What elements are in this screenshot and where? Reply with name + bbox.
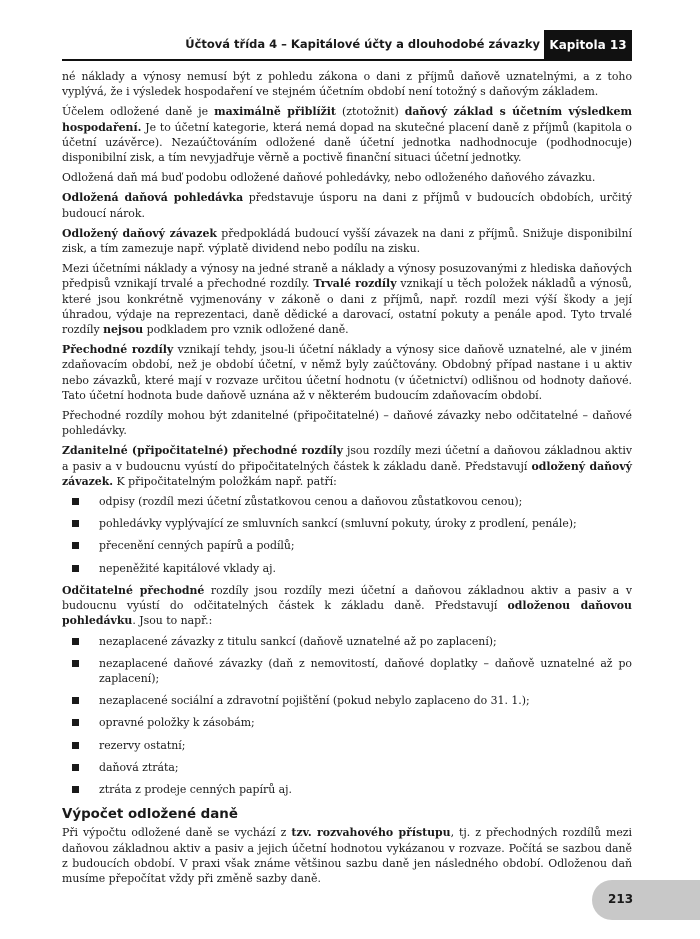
square-bullet-icon [72,697,79,704]
page-body [62,69,632,891]
list-item: nepeněžité kapitálové vklady aj. [62,561,632,576]
term: Přechodné rozdíly [62,343,174,357]
bullet-list-additions [62,494,632,576]
list-item: opravné položky k zásobám; [62,715,632,730]
list-item: ztráta z prodeje cenných papírů aj. [62,782,632,797]
list-item: pohledávky vyplývající ze smluvních sankcí (smluvní pokuty, úroky z prodlení, penále); [62,516,632,531]
paragraph: Účelem odložené daně je maximálně přiblížit (ztotožnit) daňový základ s účetním výsledkem hospodaření. Je to účetní kategorie, která nemá dopad na skutečné placení daně z příjmů (kapitola o účetní uzávěrce). Nezaúčtováním odložené daně účetní jednotka nadhodnocuje (podhodnocuje) disponibilní zisk, a tím nevyjadřuje věrně a poctivě finanční situaci účetní jednotky. [62,105,632,165]
paragraph: Odložená daňová pohledávka představuje úsporu na dani z příjmů v budoucích obdobích, určitý budoucí nárok. [62,191,632,220]
square-bullet-icon [72,719,79,726]
paragraph: Mezi účetními náklady a výnosy na jedné straně a náklady a výnosy posuzovanými z hlediska daňových předpisů vznikají trvalé a přechodné rozdíly. Trvalé rozdíly vznikají u těch položek nákladů a výnosů, které jsou konkrétně vyjmenovány v zákoně o dani z příjmů, např. rozdíl mezi výší škody a její úhradou, výdaje na reprezentaci, daně dědické a darovací, ostatní pokuty a penále apod. Tyto trvalé rozdíly nejsou podkladem pro vznik odložené daně. [62,262,632,337]
bullet-list-deductions [62,634,632,798]
square-bullet-icon [72,542,79,549]
square-bullet-icon [72,764,79,771]
running-header: Účtová třída 4 – Kapitálové účty a dlouhodobé závazky [185,37,540,51]
chapter-badge: Kapitola 13 [544,30,632,60]
paragraph: Přechodné rozdíly vznikají tehdy, jsou-li účetní náklady a výnosy sice daňově uznatelné, ale v jiném zdaňovacím období, než je období účetní, v němž byly zaúčtovány. Obdobný případ nastane i u aktiv nebo závazků, které mají v rozvaze určitou účetní hodnotu (v účetnictví) odlišnou od hodnoty daňové. Tato účetní hodnota bude daňově uznána až v některém budoucím zdaňovacím období. [62,343,632,402]
section-heading: Výpočet odložené daně [62,807,238,823]
paragraph: Odložený daňový závazek předpokládá budoucí vyšší závazek na dani z příjmů. Snižuje disponibilní zisk, a tím zamezuje např. výplatě dividend nebo podílu na zisku. [62,226,632,256]
term: Odčitatelné přechodné [62,583,205,597]
paragraph: Při výpočtu odložené daně se vychází z tzv. rozvahového přístupu, tj. z přechodných rozdílů mezi daňovou základnou aktiv a pasiv a jejich účetní hodnotou vykázanou v rozvaze. Počítá se sazbou daně z budoucích období. V praxi však známe většinou sazbu daně jen následného období. Odloženou daň musíme přepočítat vždy při změně sazby daně. [62,826,632,885]
square-bullet-icon [72,660,79,667]
term: Zdanitelné (připočitatelné) přechodné rozdíly [62,444,343,458]
square-bullet-icon [72,638,79,645]
paragraph: Přechodné rozdíly mohou být zdanitelné (připočitatelné) – daňové závazky nebo odčitatelné – daňové pohledávky. [62,409,632,438]
list-item: daňová ztráta; [62,760,632,775]
header-rule [62,59,632,61]
paragraph: né náklady a výnosy nemusí být z pohledu zákona o dani z příjmů daňově uznatelnými, a z toho vyplývá, že i výsledek hospodaření ve stejném účetním období není totožný s daňovým základem. [62,70,632,99]
page-number: 213 [608,892,634,906]
square-bullet-icon [72,742,79,749]
term: Odložený daňový závazek [62,226,217,240]
list-item: rezervy ostatní; [62,738,632,753]
square-bullet-icon [72,498,79,505]
square-bullet-icon [72,786,79,793]
list-item: nezaplacené sociální a zdravotní pojištění (pokud nebylo zaplaceno do 31. 1.); [62,693,632,708]
term: Odložená daňová pohledávka [62,191,244,205]
list-item: nezaplacené daňové závazky (daň z nemovitostí, daňové doplatky – daňově uznatelné až po zaplacení); [62,656,632,686]
paragraph: Zdanitelné (připočitatelné) přechodné rozdíly jsou rozdíly mezi účetní a daňovou základnou aktiv a pasiv a v budoucnu vyústí do připočitatelných částek k základu daně. Představují odložený daňový závazek. K připočitatelným položkám např. patří: [62,444,633,488]
paragraph: Odložená daň má buď podobu odložené daňové pohledávky, nebo odloženého daňového závazku. [62,171,596,185]
list-item: odpisy (rozdíl mezi účetní zůstatkovou cenou a daňovou zůstatkovou cenou); [62,494,632,509]
square-bullet-icon [72,565,79,572]
square-bullet-icon [72,520,79,527]
list-item: nezaplacené závazky z titulu sankcí (daňově uznatelné až po zaplacení); [62,634,632,649]
paragraph: Odčitatelné přechodné rozdíly jsou rozdíly mezi účetní a daňovou základnou aktiv a pasiv a v budoucnu vyústí do odčitatelných částek k základu daně. Představují odloženou daňovou pohledávku. Jsou to např.: [62,583,632,628]
list-item: přecenění cenných papírů a podílů; [62,538,632,553]
